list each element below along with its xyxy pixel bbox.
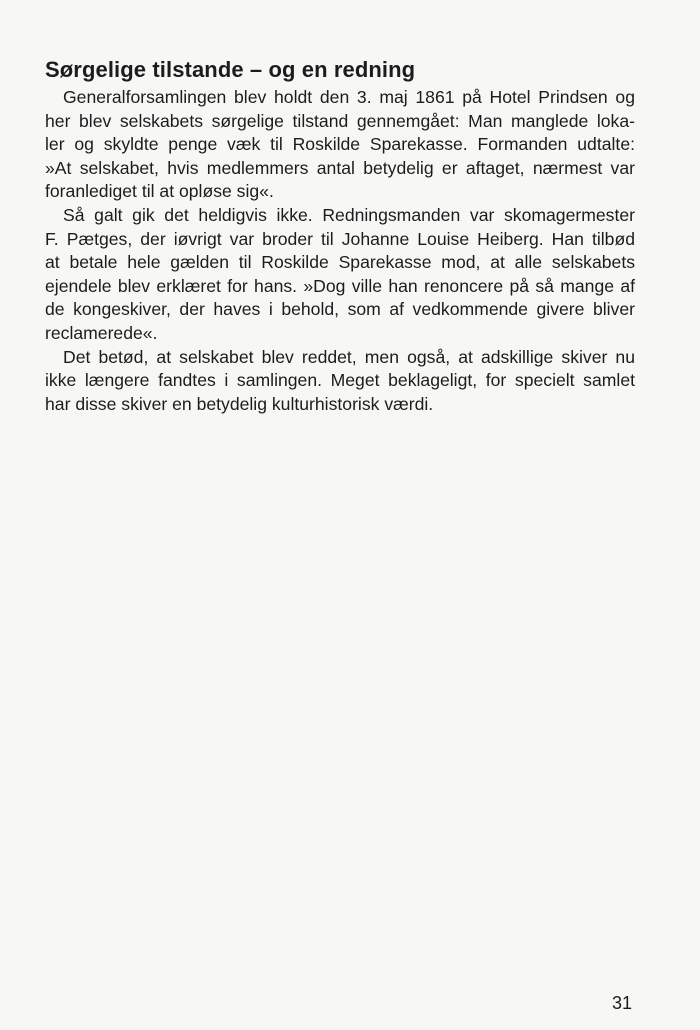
paragraph-2-line-4: ejendele blev erklæret for hans. »Dog ville han renoncere på så mange af	[45, 275, 635, 296]
document-content	[45, 56, 635, 416]
paragraph-1	[45, 86, 635, 110]
paragraph-2-line-1: Så galt gik det heldigvis ikke. Redningsmanden var skomagermester	[63, 204, 635, 225]
paragraph-1-line-5: foranlediget til at opløse sig«.	[45, 181, 274, 202]
paragraph-1-line-4: »At selskabet, hvis medlemmers antal betydelig er aftaget, nærmest var	[45, 157, 635, 178]
paragraph-2-line-5: de kongeskiver, der haves i behold, som af vedkommende givere bliver	[45, 299, 635, 320]
paragraph-2-line-6: reclamerede«.	[45, 322, 158, 343]
paragraph-1-body	[45, 110, 635, 204]
paragraph-3	[45, 346, 635, 370]
paragraph-2-body	[45, 228, 635, 346]
paragraph-1-line-1: Generalforsamlingen blev holdt den 3. maj 1861 på Hotel Prindsen og	[63, 87, 635, 107]
paragraph-1-line-2: her blev selskabets sørgelige tilstand gennemgået: Man manglede loka-	[45, 110, 635, 131]
section-heading: Sørgelige tilstande – og en redning	[45, 57, 416, 82]
paragraph-3-line-2: ikke længere fandtes i samlingen. Meget beklageligt, for specielt samlet	[45, 370, 635, 391]
page-number: 31	[611, 993, 632, 1013]
paragraph-1-line-3: ler og skyldte penge væk til Roskilde Sparekasse. Formanden udtalte:	[45, 134, 635, 155]
paragraph-2-line-2: F. Pætges, der iøvrigt var broder til Johanne Louise Heiberg. Han tilbød	[45, 228, 635, 249]
paragraph-3-line-3: har disse skiver en betydelig kulturhistorisk værdi.	[45, 393, 434, 414]
paragraph-2	[45, 204, 635, 228]
paragraph-3-body	[45, 369, 635, 416]
paragraph-3-line-1: Det betød, at selskabet blev reddet, men også, at adskillige skiver nu	[63, 346, 635, 367]
paragraph-2-line-3: at betale hele gælden til Roskilde Sparekasse mod, at alle selskabets	[45, 252, 635, 273]
